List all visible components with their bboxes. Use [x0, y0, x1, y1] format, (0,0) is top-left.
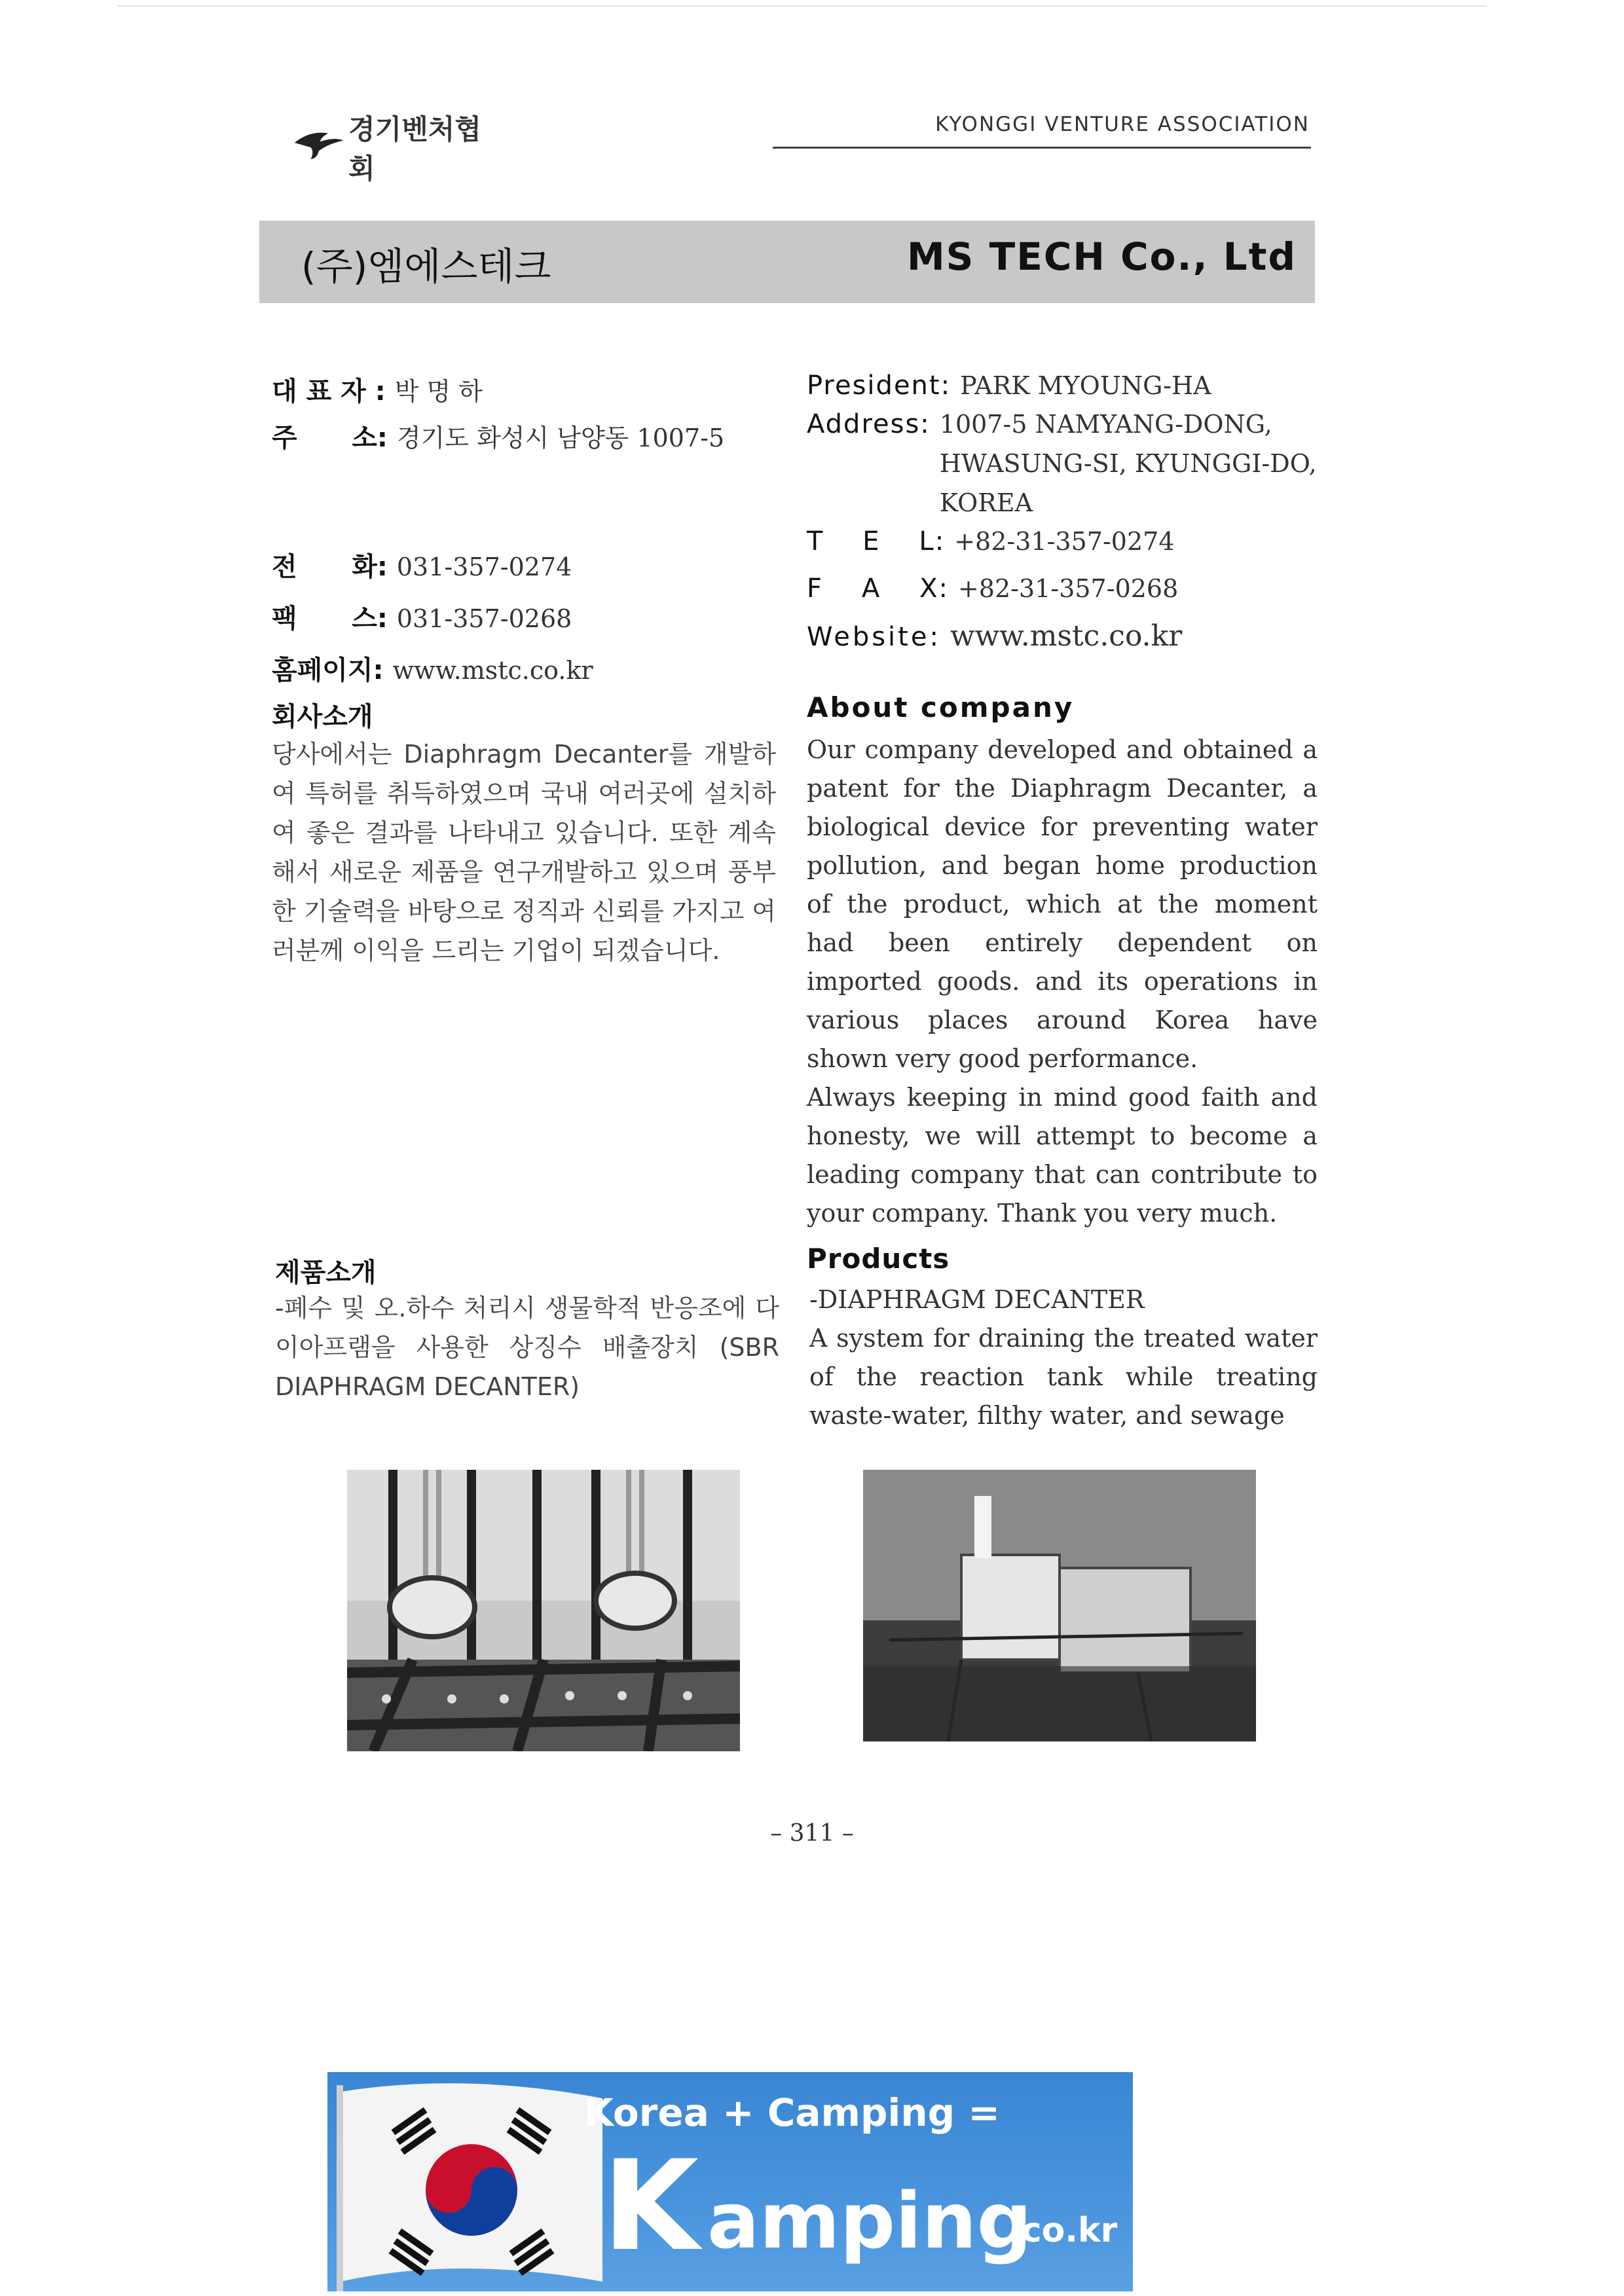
address-value-ko: 경기도 화성시 남양동 1007-5 — [396, 424, 725, 452]
tel-label-ko: 전 화: — [272, 552, 388, 582]
products-text-en: A system for draining the treated water of the reaction tank while treating waste-water, filthy water, and sewage — [809, 1324, 1318, 1430]
address-row-en — [807, 405, 1318, 522]
decanter-equipment-image — [347, 1470, 740, 1751]
banner-tagline: Korea + Camping = — [584, 2090, 1000, 2135]
president-label-en: President: — [807, 371, 951, 401]
products-heading-ko: 제품소개 — [275, 1258, 377, 1288]
tel-row-ko — [272, 546, 724, 583]
website-value-en[interactable]: www.mstc.co.kr — [950, 619, 1183, 653]
korean-flag-icon — [327, 2072, 602, 2291]
products-block-en — [809, 1281, 1318, 1435]
address-line-1-en: 1007-5 NAMYANG-DONG, — [939, 410, 1272, 439]
fax-label-en: F A X: — [807, 574, 949, 604]
fax-row-en — [807, 574, 1318, 604]
decanter-photo-left — [347, 1470, 740, 1751]
president-row-en — [807, 371, 1318, 401]
fax-value-ko: 031-357-0268 — [396, 604, 572, 633]
address-line-2-en: HWASUNG-SI, KYUNGGI-DO, — [939, 449, 1317, 478]
about-paragraph-2-en: Always keeping in mind good faith and honesty, we will attempt to become a leading company that can contribute to your company. Thank you very much. — [807, 1083, 1318, 1228]
president-row-ko — [272, 371, 724, 408]
website-row-en — [807, 619, 1318, 653]
banner-logo-amping: amping — [707, 2176, 1032, 2266]
address-row-ko — [272, 417, 724, 454]
about-heading-ko: 회사소개 — [272, 702, 373, 732]
company-title-english: MS TECH Co., Ltd — [906, 234, 1297, 279]
address-value-en — [940, 405, 1317, 522]
about-heading-en: About company — [807, 691, 1075, 723]
president-label-ko: 대 표 자 : — [272, 376, 386, 407]
korean-info-block — [272, 371, 724, 687]
about-paragraph-1-en: Our company developed and obtained a patent for the Diaphragm Decanter, a biological device for preventing water pollution, and began home production of the product, which at the moment had been entirely dependent on imported goods. and its operations in various places around Korea have shown very good performance. — [807, 735, 1318, 1073]
address-line-3-en: KOREA — [939, 488, 1033, 517]
homepage-value-ko[interactable]: www.mstc.co.kr — [392, 656, 593, 685]
products-text-ko: -폐수 및 오.하수 처리시 생물학적 반응조에 다이아프램을 사용한 상징수 배출장치 (SBR DIAPHRAGM DECANTER) — [275, 1294, 779, 1401]
company-title-korean: (주)엠에스테크 — [301, 244, 551, 289]
tel-row-en — [807, 526, 1318, 556]
association-logo — [293, 113, 490, 185]
plant-site-photo-right — [863, 1470, 1256, 1741]
header-rule — [773, 147, 1311, 149]
products-line-1-en: -DIAPHRAGM DECANTER — [809, 1285, 1145, 1314]
banner-logo-domain: .co.kr — [1008, 2211, 1118, 2250]
tel-label-en: T E L: — [807, 526, 946, 556]
homepage-row-ko — [272, 649, 724, 687]
kamping-banner[interactable] — [327, 2072, 1133, 2291]
address-label-ko: 주 소: — [272, 423, 388, 453]
fax-label-ko: 팩 스: — [272, 604, 388, 634]
fax-row-ko — [272, 598, 724, 635]
about-text-ko: 당사에서는 Diaphragm Decanter를 개발하여 특허를 취득하였으며 국내 여러곳에 설치하여 좋은 결과를 나타내고 있습니다. 또한 계속해서 새로운 제품을 연구개발하고 있으며 풍부한 기술력을 바탕으로 정직과 신뢰를 가지고 여러분께 이익을 드리는 기업이 되겠습니다. — [272, 740, 776, 965]
page-number: – 311 – — [770, 1820, 854, 1847]
about-text-en — [807, 731, 1318, 1233]
banner-logo-k: K — [602, 2134, 699, 2278]
english-info-block — [807, 371, 1318, 653]
page-top-rule — [118, 5, 1486, 7]
tel-value-en: +82-31-357-0274 — [954, 527, 1175, 556]
treatment-plant-image — [863, 1470, 1256, 1741]
website-label-en: Website: — [807, 622, 941, 652]
fax-value-en: +82-31-357-0268 — [957, 574, 1179, 603]
tel-value-ko: 031-357-0274 — [396, 553, 572, 581]
swallow-logo-icon — [293, 123, 344, 162]
logo-text: 경기벤처협회 — [348, 113, 481, 185]
president-value-ko: 박 명 하 — [394, 377, 483, 406]
address-label-en: Address: — [807, 409, 931, 439]
products-heading-en: Products — [807, 1243, 950, 1275]
homepage-label-ko: 홈페이지: — [272, 655, 384, 685]
association-name: KYONGGI VENTURE ASSOCIATION — [935, 113, 1310, 136]
president-value-en: PARK MYOUNG-HA — [960, 371, 1211, 400]
